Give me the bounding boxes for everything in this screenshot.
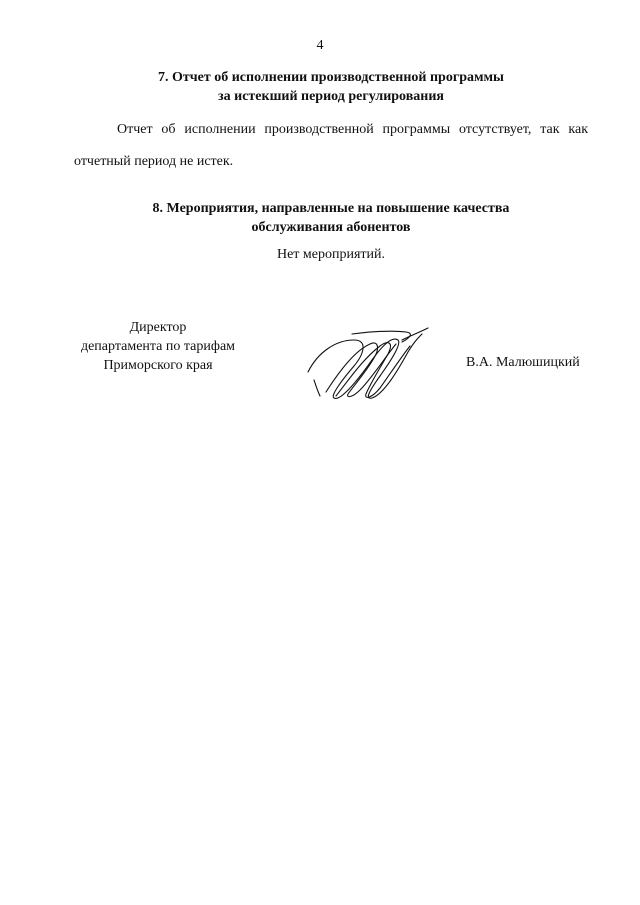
section-7-heading-line1: 7. Отчет об исполнении производственной программы bbox=[157, 70, 504, 85]
signer-position bbox=[68, 318, 248, 375]
handwritten-signature bbox=[306, 322, 430, 402]
signer-name: В.А. Малюшицкий bbox=[466, 355, 580, 370]
section-8-heading-line2: обслуживания абонентов bbox=[251, 220, 411, 235]
signer-position-line3: Приморского края bbox=[103, 358, 213, 373]
section-8-paragraph: Нет мероприятий. bbox=[276, 247, 386, 262]
section-8-heading-line1: 8. Мероприятия, направленные на повышение качества bbox=[152, 201, 510, 216]
signer-position-line1: Директор bbox=[129, 320, 187, 335]
section-8-heading bbox=[0, 199, 640, 237]
page-number: 4 bbox=[316, 38, 324, 53]
section-7-heading-line2: за истекший период регулирования bbox=[218, 89, 444, 104]
section-7-heading bbox=[0, 68, 640, 106]
signer-position-line2: департамента по тарифам bbox=[80, 339, 236, 354]
section-7-paragraph: Отчет об исполнении производственной программы отсутствует, так как отчетный период не истек. bbox=[74, 122, 588, 169]
